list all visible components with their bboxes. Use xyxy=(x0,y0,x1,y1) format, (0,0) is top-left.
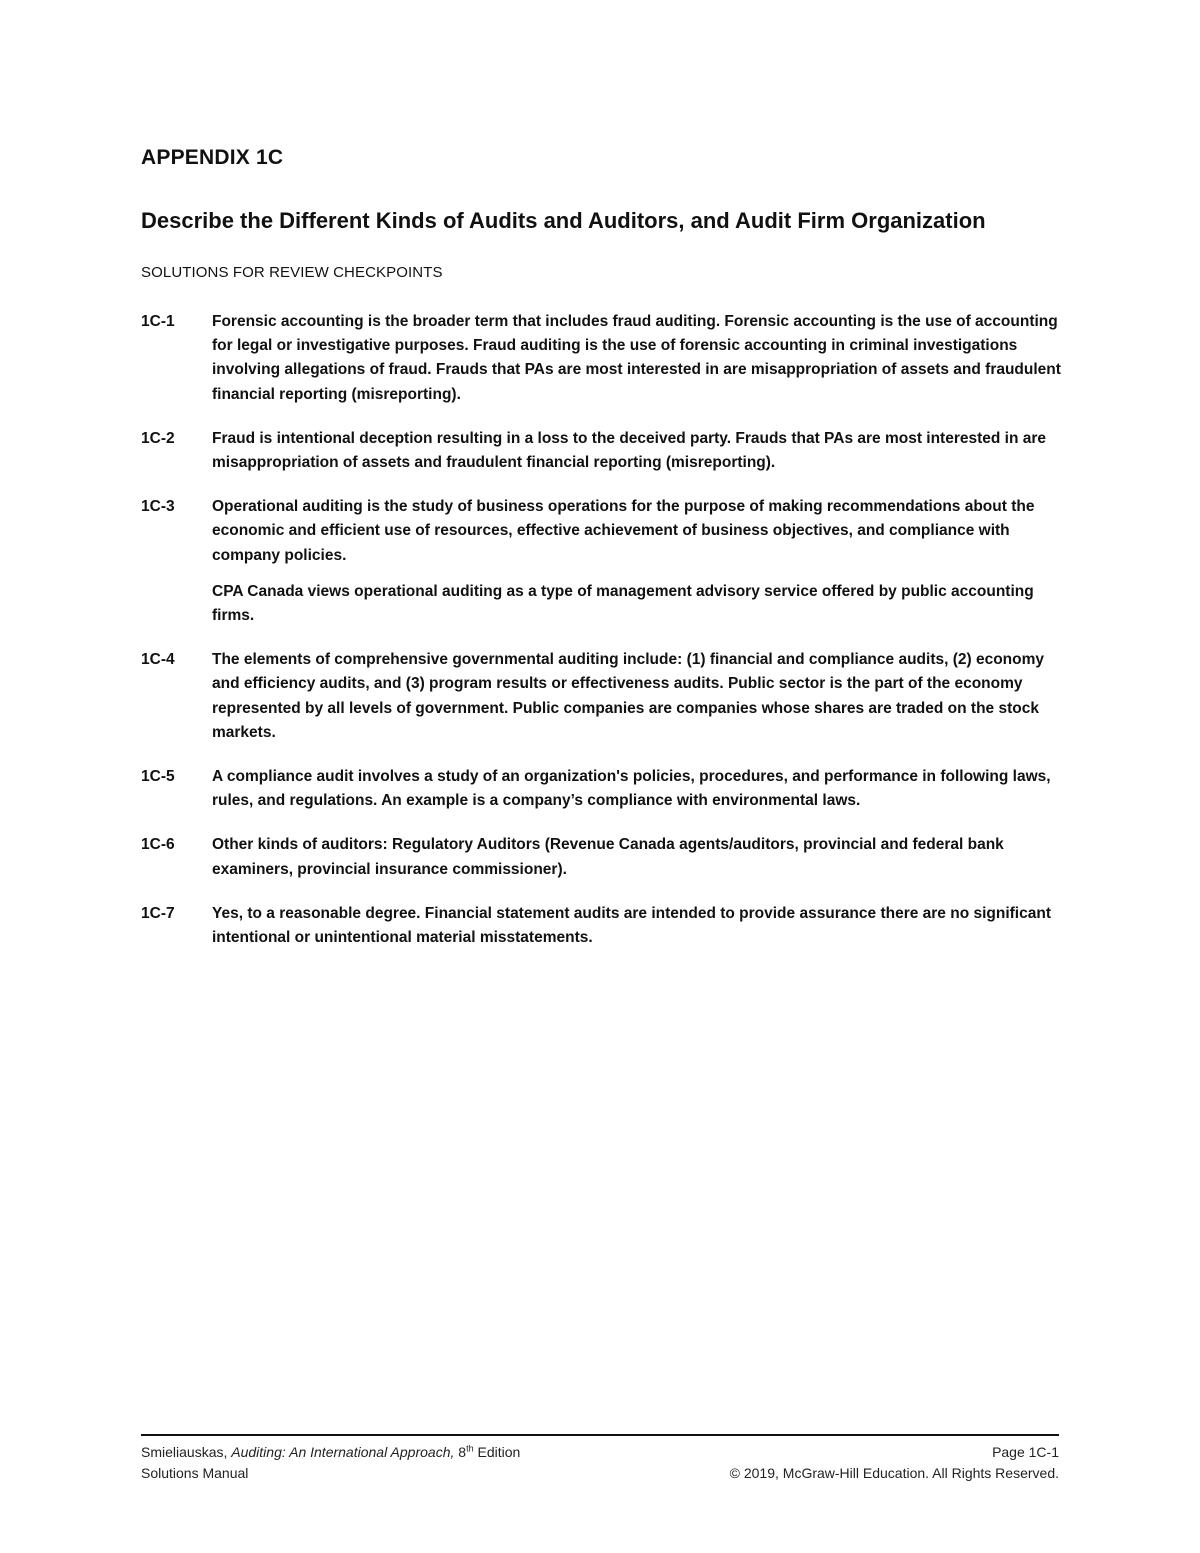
checkpoint-answer xyxy=(212,648,1061,745)
appendix-title: APPENDIX 1C xyxy=(141,146,284,169)
footer-book-title: Auditing: An International Approach, xyxy=(231,1444,455,1460)
footer-left xyxy=(141,1442,520,1484)
checkpoint-number: 1C-4 xyxy=(141,651,175,669)
checkpoint-number: 1C-6 xyxy=(141,836,175,854)
footer-manual: Solutions Manual xyxy=(141,1465,249,1481)
checkpoint-answer xyxy=(212,427,1061,475)
answer-paragraph: A compliance audit involves a study of an organization's policies, procedures, and performance in following laws, rules, and regulations. An example is a company’s compliance with environmental laws. xyxy=(212,768,1051,810)
answer-paragraph: Operational auditing is the study of business operations for the purpose of making recommendations about the economic and efficient use of resources, effective achievement of business objectives, and compliance with company policies. xyxy=(212,498,1035,564)
answer-paragraph: Other kinds of auditors: Regulatory Auditors (Revenue Canada agents/auditors, provincial and federal bank examiners, provincial insurance commissioner). xyxy=(212,836,1004,878)
review-checkpoint-list xyxy=(141,310,1061,970)
footer-edition-suffix: th xyxy=(466,1443,474,1454)
checkpoint-answer xyxy=(212,310,1061,407)
checkpoint-answer xyxy=(212,495,1061,628)
answer-paragraph: Yes, to a reasonable degree. Financial statement audits are intended to provide assurance there are no significant intentional or unintentional material misstatements. xyxy=(212,904,1051,947)
footer-divider xyxy=(141,1434,1059,1436)
checkpoint-answer xyxy=(212,765,1061,813)
answer-paragraph: Fraud is intentional deception resulting in a loss to the deceived party. Frauds that PAs are most interested in are misappropriation of assets and fraudulent financial reporting (misreporting). xyxy=(212,429,1047,472)
copyright-notice: © 2019, McGraw-Hill Education. All Rights Reserved. xyxy=(729,1465,1059,1481)
checkpoint-item xyxy=(141,427,1061,475)
checkpoint-number: 1C-1 xyxy=(141,313,175,330)
page-title: Describe the Different Kinds of Audits and Auditors, and Audit Firm Organization xyxy=(141,208,986,233)
checkpoint-item xyxy=(141,495,1061,628)
footer-edition-number: 8 xyxy=(454,1444,467,1460)
checkpoint-item xyxy=(141,310,1061,407)
checkpoint-number: 1C-2 xyxy=(141,429,175,447)
answer-paragraph: CPA Canada views operational auditing as a type of management advisory service offered by public accounting firms. xyxy=(212,582,1034,625)
section-subheading: SOLUTIONS FOR REVIEW CHECKPOINTS xyxy=(141,264,443,281)
checkpoint-item xyxy=(141,765,1061,813)
answer-paragraph: Forensic accounting is the broader term that includes fraud auditing. Forensic accounting is the use of accounting for legal or investigative purposes. Fraud auditing is the use of forensic accounting in criminal investigations involving allegations of fraud. Frauds that PAs are most interested in are misappropriation of assets and fraudulent financial reporting (misreporting). xyxy=(212,313,1061,403)
footer-citation xyxy=(141,1442,520,1463)
checkpoint-number: 1C-3 xyxy=(141,498,175,516)
page-number: Page 1C-1 xyxy=(992,1444,1059,1460)
checkpoint-item xyxy=(141,648,1061,745)
checkpoint-answer xyxy=(212,833,1061,881)
checkpoint-item xyxy=(141,833,1061,881)
checkpoint-number: 1C-5 xyxy=(141,768,175,786)
answer-paragraph: The elements of comprehensive governmental auditing include: (1) financial and compliance audits, (2) economy and efficiency audits, and (3) program results or effectiveness audits. Public sector is the part of the economy represented by all levels of government. Public companies are companies whose shares are traded on the stock markets. xyxy=(212,651,1045,741)
footer-edition-label: Edition xyxy=(473,1444,521,1460)
footer-right xyxy=(730,1442,1059,1484)
footer-author: Smieliauskas, xyxy=(141,1444,232,1460)
checkpoint-number: 1C-7 xyxy=(141,904,175,922)
checkpoint-item xyxy=(141,902,1061,950)
checkpoint-answer xyxy=(212,902,1061,950)
